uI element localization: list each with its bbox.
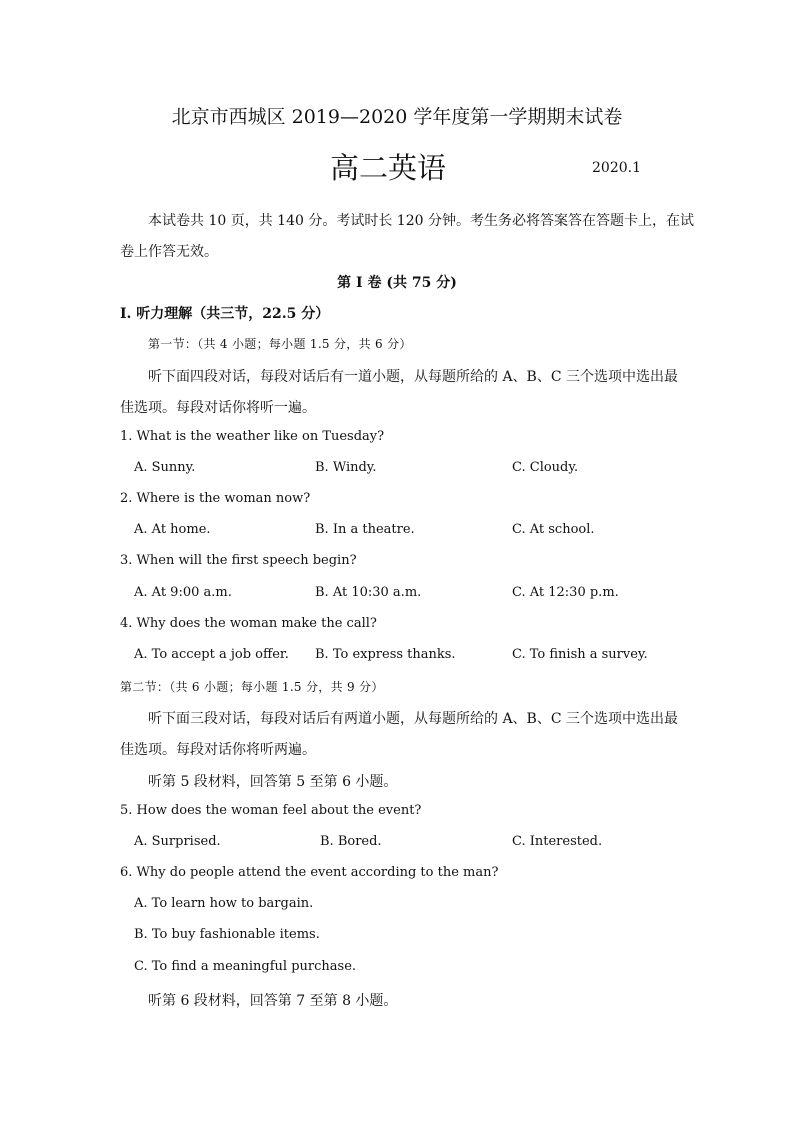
section2-title: 第二节：（共 6 小题；每小题 1.5 分，共 9 分） — [120, 680, 384, 694]
section2-instruction-2: 佳选项。每段对话你将听两遍。 — [120, 742, 316, 758]
question-4-stem: 4. Why does the woman make the call? — [120, 616, 377, 631]
section1-instruction-1: 听下面四段对话，每段对话后有一道小题，从每题所给的 A、B、C 三个选项中选出最 — [148, 369, 679, 385]
subject-title: 高二英语 — [330, 151, 447, 185]
question-2-option-b: B. In a theatre. — [315, 522, 415, 537]
volume-title: 第 I 卷 (共 75 分) — [337, 275, 457, 291]
question-1-option-a: A. Sunny. — [134, 460, 196, 475]
question-1-stem: 1. What is the weather like on Tuesday? — [120, 429, 385, 444]
question-5-option-a: A. Surprised. — [134, 834, 221, 849]
question-3-option-a: A. At 9:00 a.m. — [134, 585, 232, 600]
question-4-option-a: A. To accept a job offer. — [134, 647, 289, 662]
intro-line-1: 本试卷共 10 页，共 140 分。考试时长 120 分钟。考生务必将答案答在答题卡上，在试 — [148, 213, 694, 229]
part1-title: I. 听力理解（共三节，22.5 分） — [120, 306, 330, 322]
intro-line-2: 卷上作答无效。 — [120, 244, 218, 260]
question-6-stem: 6. Why do people attend the event according to the man? — [120, 865, 499, 880]
section2-instruction-1: 听下面三段对话，每段对话后有两道小题，从每题所给的 A、B、C 三个选项中选出最 — [148, 711, 679, 727]
question-3-option-c: C. At 12:30 p.m. — [512, 585, 619, 600]
section1-instruction-2: 佳选项。每段对话你将听一遍。 — [120, 400, 316, 416]
question-2-option-a: A. At home. — [134, 522, 211, 537]
question-6-option-c: C. To find a meaningful purchase. — [134, 959, 357, 974]
question-4-option-c: C. To finish a survey. — [512, 647, 648, 662]
material-6-note: 听第 6 段材料，回答第 7 至第 8 小题。 — [148, 993, 398, 1009]
exam-date: 2020.1 — [592, 160, 641, 176]
question-6-option-b: B. To buy fashionable items. — [134, 927, 320, 942]
question-5-option-b: B. Bored. — [320, 834, 382, 849]
exam-title: 北京市西城区 2019—2020 学年度第一学期期末试卷 — [171, 106, 623, 128]
question-1-option-b: B. Windy. — [315, 460, 377, 475]
question-4-option-b: B. To express thanks. — [315, 647, 456, 662]
section1-title: 第一节：（共 4 小题；每小题 1.5 分，共 6 分） — [148, 337, 412, 351]
question-5-option-c: C. Interested. — [512, 834, 603, 849]
material-5-note: 听第 5 段材料，回答第 5 至第 6 小题。 — [148, 774, 398, 790]
question-5-stem: 5. How does the woman feel about the event? — [120, 803, 422, 818]
question-6-option-a: A. To learn how to bargain. — [134, 896, 314, 911]
question-3-option-b: B. At 10:30 a.m. — [315, 585, 422, 600]
question-1-option-c: C. Cloudy. — [512, 460, 579, 475]
question-3-stem: 3. When will the first speech begin? — [120, 553, 357, 568]
question-2-stem: 2. Where is the woman now? — [120, 491, 311, 506]
question-2-option-c: C. At school. — [512, 522, 595, 537]
